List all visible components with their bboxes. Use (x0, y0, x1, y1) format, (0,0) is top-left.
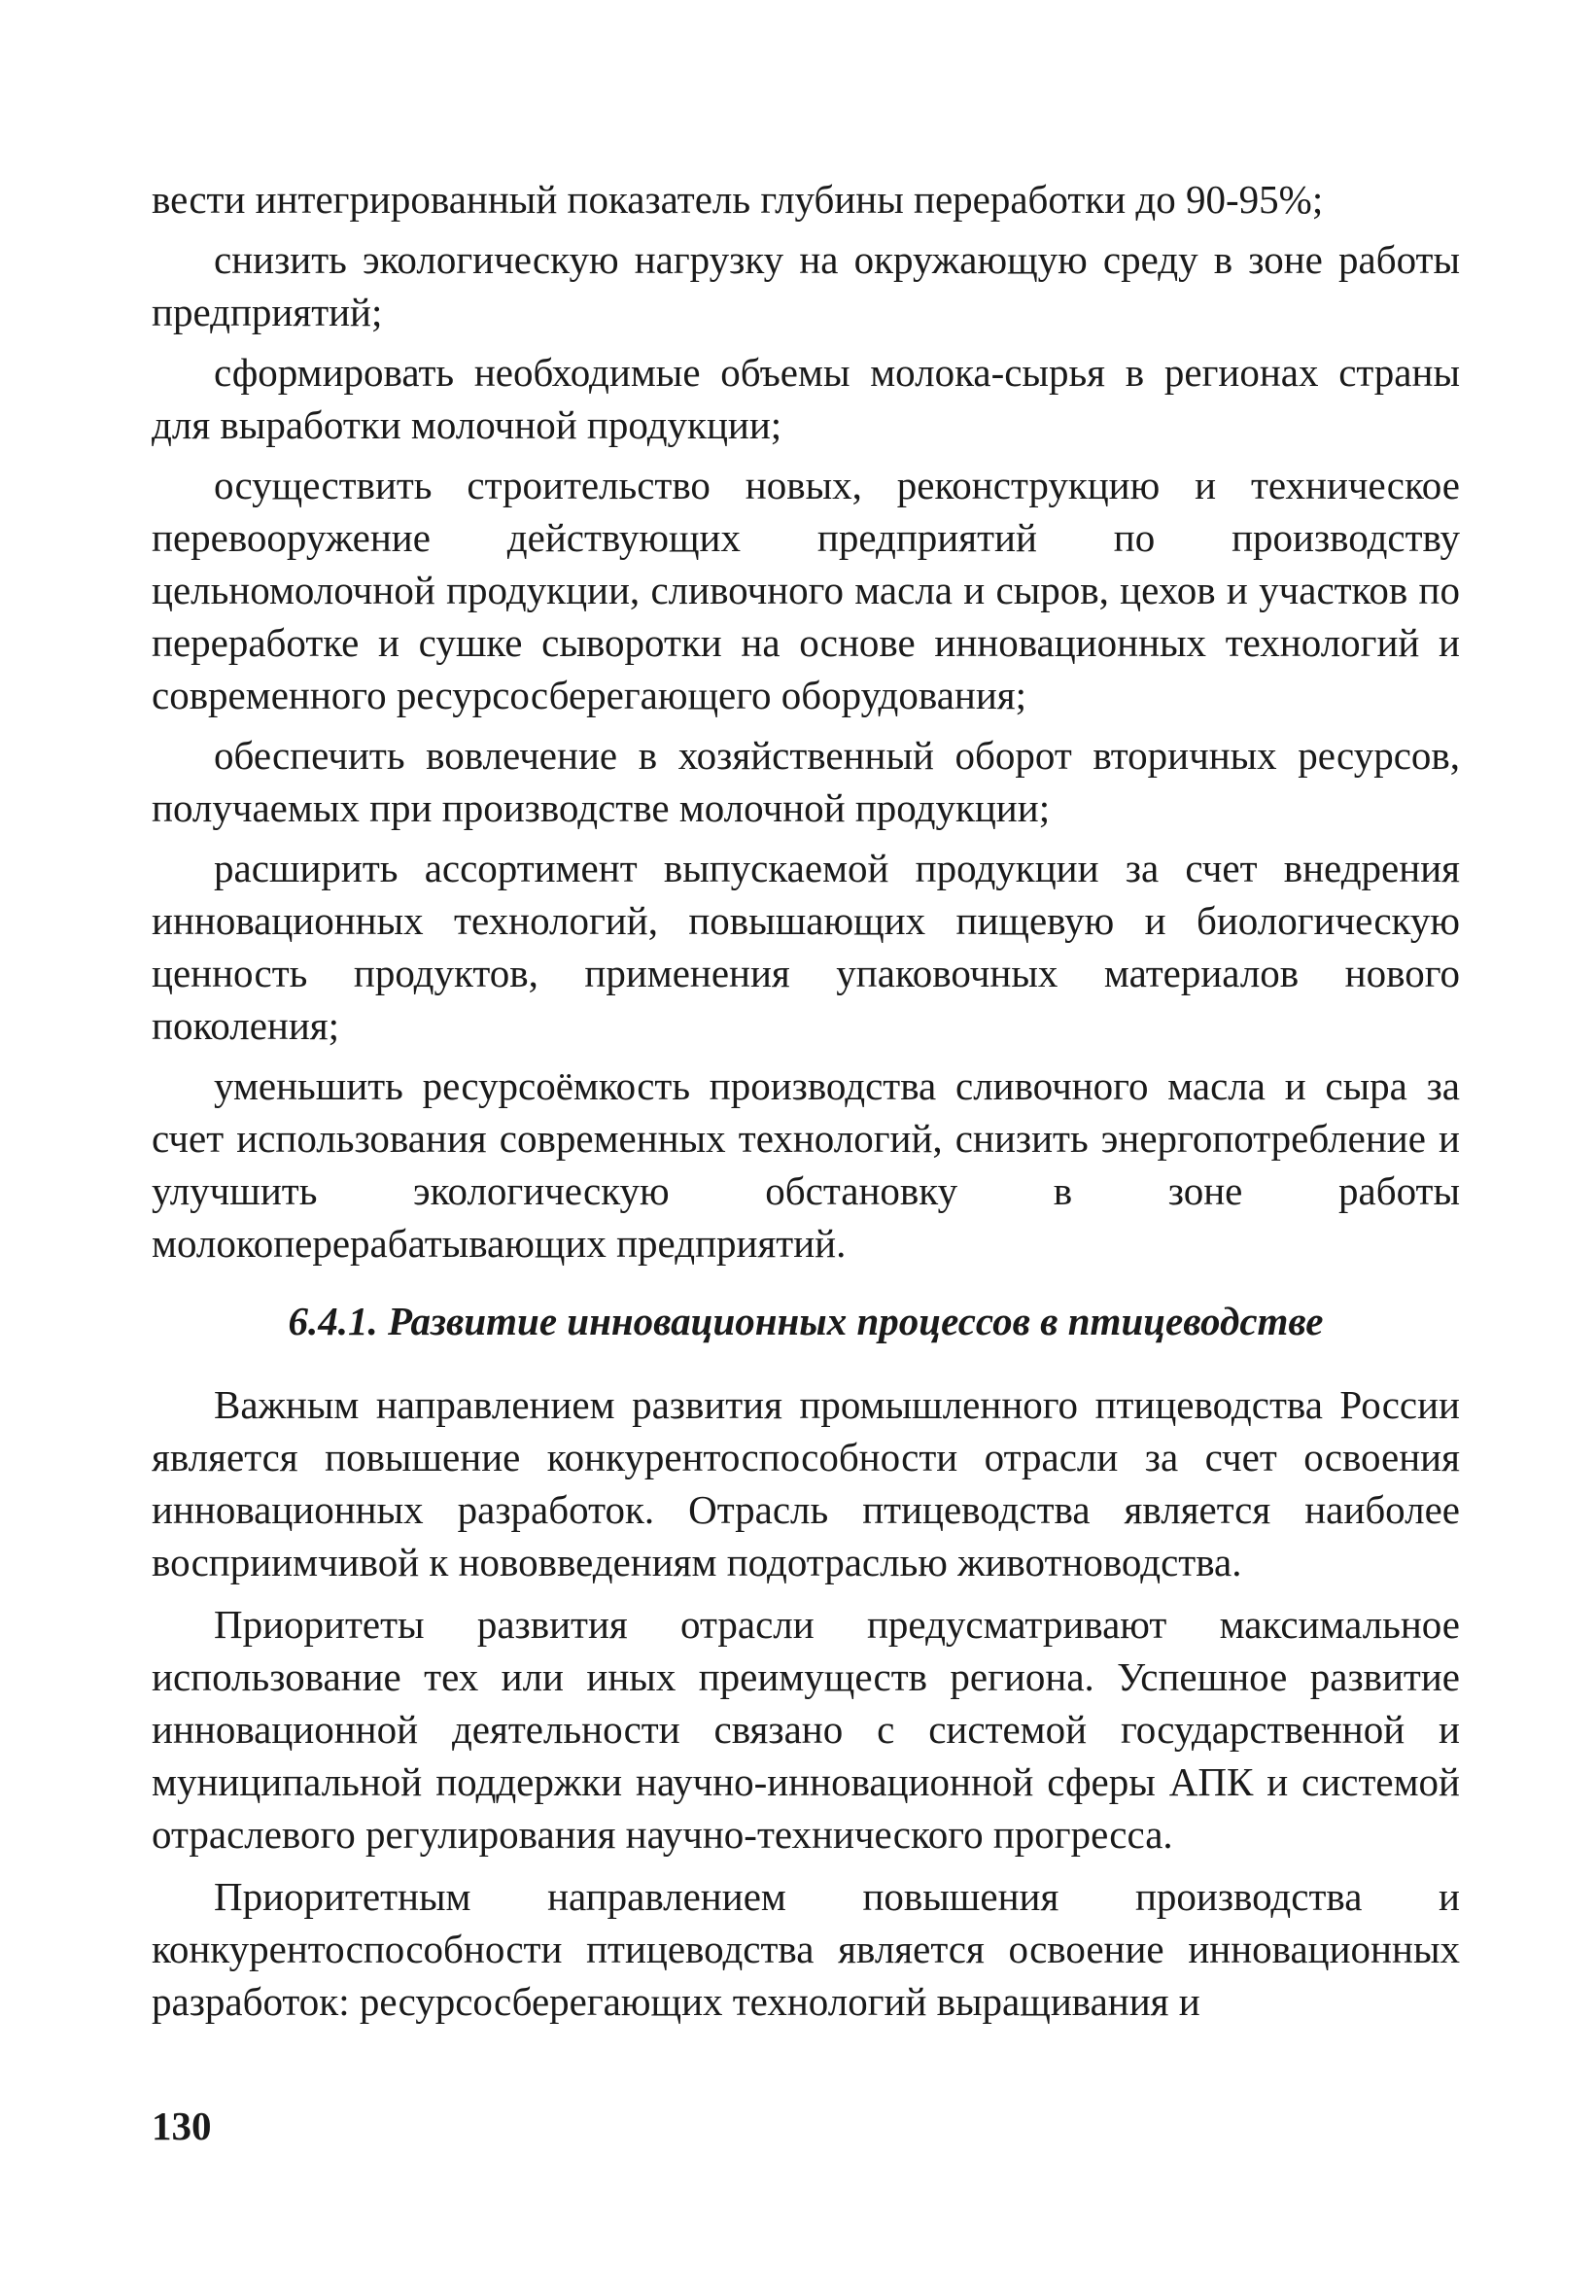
list-item: вести интегрированный показатель глубины переработки до 90-95%; (152, 177, 1324, 222)
section-heading: 6.4.1. Развитие инновационных процессов в птицеводстве (288, 1299, 1324, 1343)
page-content (152, 173, 1460, 2037)
body-paragraph: Важным направлением развития промышленного птицеводства России является повышение конкурентоспособности отрасли за счет освоения инновационных разработок. Отрасль птицеводства является наиболее восприимчивой к нововведениям подотраслью животноводства. (152, 1382, 1460, 1584)
list-item: сформировать необходимые объемы молока-сырья в регионах страны для выработки молочной продукции; (152, 350, 1460, 447)
list-item: обеспечить вовлечение в хозяйственный оборот вторичных ресурсов, получаемых при производстве молочной продукции; (152, 733, 1460, 830)
page-number: 130 (152, 2104, 212, 2148)
list-item: осуществить строительство новых, реконструкцию и техническое перевооружение действующих предприятий по производству цельномолочной продукции, сливочного масла и сыров, цехов и участков по переработке и сушке сыворотки на основе инновационных технологий и современного ресурсосберегающего оборудования; (152, 463, 1460, 717)
body-paragraph: Приоритеты развития отрасли предусматривают максимальное использование тех или иных преимуществ региона. Успешное развитие инновационной деятельности связано с системой государственной и муниципальной поддержки научно-инновационной сферы АПК и системой отраслевого регулирования научно-технического прогресса. (152, 1602, 1460, 1857)
list-item: уменьшить ресурсоёмкость производства сливочного масла и сыра за счет использования современных технологий, снизить энергопотребление и улучшить экологическую обстановку в зоне работы молокоперерабатывающих предприятий. (152, 1063, 1460, 1266)
list-item: расширить ассортимент выпускаемой продукции за счет внедрения инновационных технологий, повышающих пищевую и биологическую ценность продуктов, применения упаковочных материалов нового поколения; (152, 846, 1460, 1048)
body-paragraph: Приоритетным направлением повышения производства и конкурентоспособности птицеводства является освоение инновационных разработок: ресурсосберегающих технологий выращивания и (152, 1874, 1460, 2024)
list-item: снизить экологическую нагрузку на окружающую среду в зоне работы предприятий; (152, 237, 1460, 334)
